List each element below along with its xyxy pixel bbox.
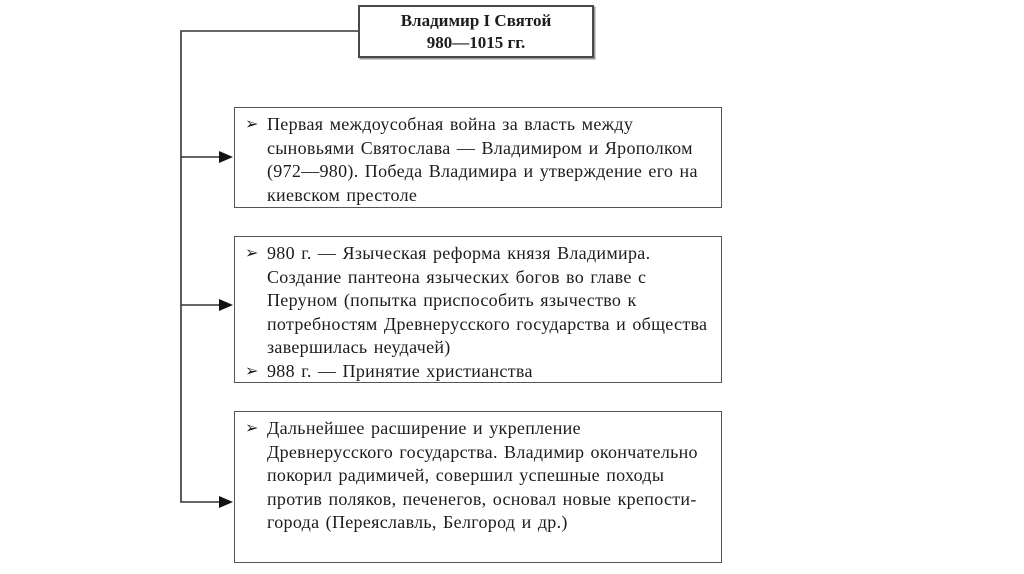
list-item bbox=[245, 360, 713, 384]
list-item bbox=[245, 417, 713, 535]
list-item-text: Первая междоусобная война за власть между сыновьями Святослава — Владимиром и Ярополком (972—980). Победа Владимира и утверждение его на киевском престоле bbox=[267, 114, 698, 205]
info-box-pagan-reform bbox=[234, 236, 722, 383]
arrow-bullet-icon: ➢ bbox=[245, 362, 259, 380]
info-box-first-war bbox=[234, 107, 722, 208]
arrow-bullet-icon: ➢ bbox=[245, 116, 259, 133]
list-item-text: Дальнейшее расширение и укрепление Древнерусского государства. Владимир окончательно покорил радимичей, совершил успешные походы против поляков, печенегов, основал новые крепости-города (Переяславль, Белгород и др.) bbox=[267, 418, 698, 532]
title-line1: Владимир I Святой bbox=[400, 10, 552, 30]
arrowhead-icon bbox=[219, 151, 233, 163]
title-line2: 980—1015 гг. bbox=[426, 32, 526, 52]
list-item-text: 980 г. — Языческая реформа князя Владимира. Создание пантеона языческих богов во главе с Перуном (попытка приспособить язычество к потребностям Древнерусского государства и общества завершилась неудачей) bbox=[267, 243, 708, 357]
info-box-state-expansion bbox=[234, 411, 722, 563]
list-item bbox=[245, 113, 713, 207]
arrowhead-icon bbox=[219, 299, 233, 311]
arrow-bullet-icon: ➢ bbox=[245, 245, 259, 262]
arrow-bullet-icon: ➢ bbox=[245, 420, 259, 437]
list-item bbox=[245, 242, 713, 360]
arrowhead-icon bbox=[219, 496, 233, 508]
title-box bbox=[358, 5, 594, 58]
list-item-text: 988 г. — Принятие христианства bbox=[267, 360, 533, 381]
